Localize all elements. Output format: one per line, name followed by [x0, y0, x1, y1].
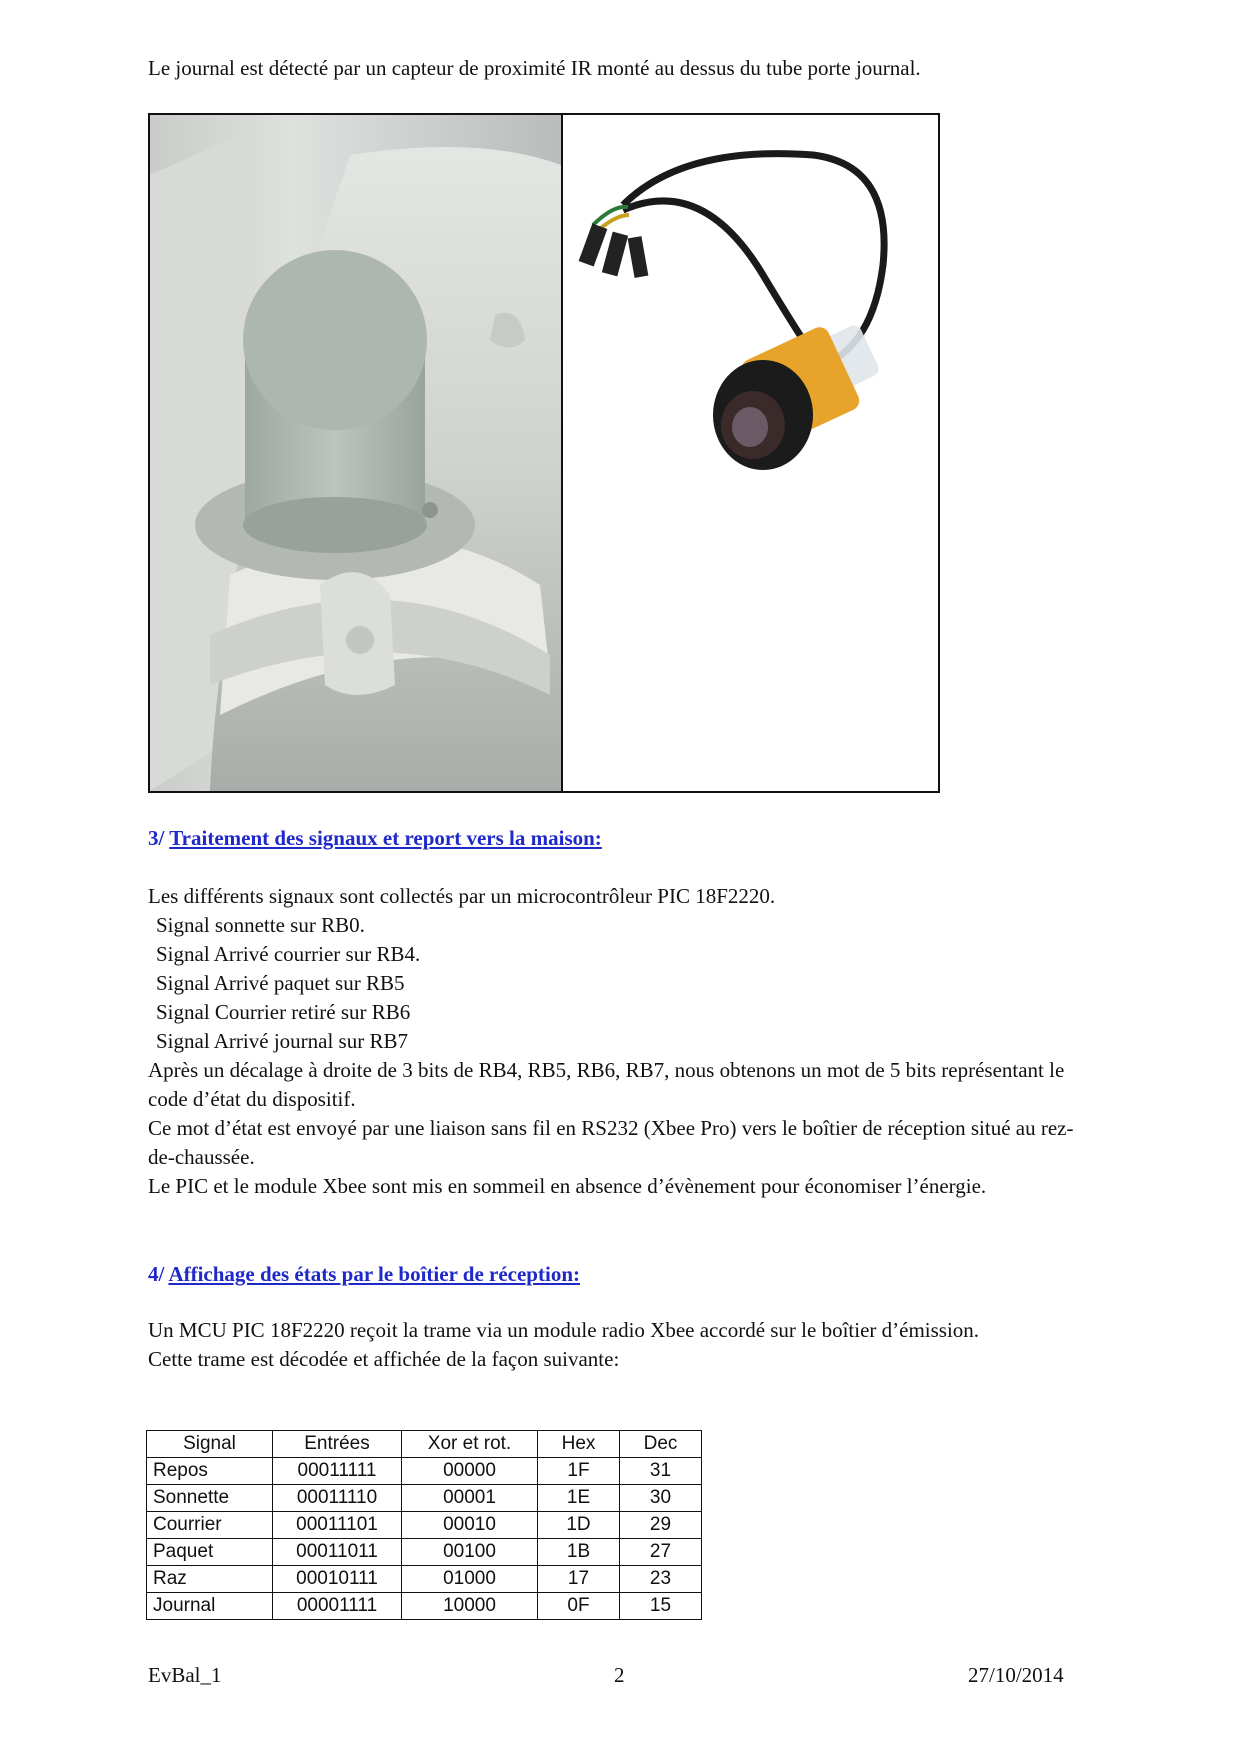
cell-dec: 31 [620, 1458, 702, 1485]
table-row [147, 1566, 702, 1593]
cell-signal: Sonnette [147, 1485, 273, 1512]
section-3-title-link[interactable]: Traitement des signaux et report vers la maison: [169, 826, 602, 850]
cell-entrees: 00011111 [273, 1458, 402, 1485]
section-3-heading [148, 826, 602, 851]
table-row [147, 1485, 702, 1512]
section-4-number: 4/ [148, 1262, 165, 1286]
cell-dec: 15 [620, 1593, 702, 1620]
cell-signal: Courrier [147, 1512, 273, 1539]
body-line: Signal Arrivé paquet sur RB5 [156, 971, 405, 995]
footer-date: 27/10/2014 [968, 1663, 1064, 1687]
cell-signal: Repos [147, 1458, 273, 1485]
cell-entrees: 00011110 [273, 1485, 402, 1512]
header-signal: Signal [147, 1431, 273, 1458]
cell-entrees: 00010111 [273, 1566, 402, 1593]
ir-sensor-photo [563, 115, 938, 791]
cell-dec: 30 [620, 1485, 702, 1512]
footer-document-id: EvBal_1 [148, 1663, 222, 1687]
cell-dec: 29 [620, 1512, 702, 1539]
cell-hex: 0F [538, 1593, 620, 1620]
cell-signal: Raz [147, 1566, 273, 1593]
section-4-heading [148, 1262, 580, 1287]
header-xor: Xor et rot. [402, 1431, 538, 1458]
body-line: Le PIC et le module Xbee sont mis en sommeil en absence d’évènement pour économiser l’énergie. [148, 1174, 987, 1198]
cell-hex: 1B [538, 1539, 620, 1566]
body-line: Cette trame est décodée et affichée de la façon suivante: [148, 1347, 620, 1371]
body-line: Après un décalage à droite de 3 bits de RB4, RB5, RB6, RB7, nous obtenons un mot de 5 bits représentant le code d’état du dispositif. [148, 1058, 1065, 1111]
cell-xor: 10000 [402, 1593, 538, 1620]
body-line: Signal Courrier retiré sur RB6 [156, 1000, 411, 1024]
table-row [147, 1593, 702, 1620]
cell-xor: 00010 [402, 1512, 538, 1539]
section-3-body [148, 882, 1098, 1201]
cell-entrees: 00001111 [273, 1593, 402, 1620]
body-line: Un MCU PIC 18F2220 reçoit la trame via un module radio Xbee accordé sur le boîtier d’émission. [148, 1318, 980, 1342]
state-table [146, 1430, 702, 1620]
cell-dec: 23 [620, 1566, 702, 1593]
cell-hex: 1E [538, 1485, 620, 1512]
newspaper-tube-photo [150, 115, 563, 791]
cell-dec: 27 [620, 1539, 702, 1566]
cell-signal: Journal [147, 1593, 273, 1620]
body-line: Signal Arrivé courrier sur RB4. [156, 942, 421, 966]
table-row [147, 1539, 702, 1566]
cell-entrees: 00011011 [273, 1539, 402, 1566]
section-4-body [148, 1316, 1098, 1374]
cell-signal: Paquet [147, 1539, 273, 1566]
body-line: Ce mot d’état est envoyé par une liaison sans fil en RS232 (Xbee Pro) vers le boîtier de réception situé au rez-de-chaussée. [148, 1116, 1074, 1169]
section-4-title-link[interactable]: Affichage des états par le boîtier de réception: [168, 1262, 580, 1286]
table-row [147, 1458, 702, 1485]
footer-page-number: 2 [614, 1663, 625, 1687]
cell-hex: 17 [538, 1566, 620, 1593]
cell-xor: 00100 [402, 1539, 538, 1566]
table-header-row [147, 1431, 702, 1458]
cell-entrees: 00011101 [273, 1512, 402, 1539]
cell-hex: 1F [538, 1458, 620, 1485]
header-hex: Hex [538, 1431, 620, 1458]
body-line: Signal Arrivé journal sur RB7 [156, 1029, 408, 1053]
intro-text: Le journal est détecté par un capteur de proximité IR monté au dessus du tube porte journal. [148, 56, 921, 80]
photo-table [148, 113, 940, 793]
body-line: Les différents signaux sont collectés par un microcontrôleur PIC 18F2220. [148, 884, 776, 908]
cell-xor: 00001 [402, 1485, 538, 1512]
header-dec: Dec [620, 1431, 702, 1458]
table-row [147, 1512, 702, 1539]
cell-xor: 01000 [402, 1566, 538, 1593]
section-3-number: 3/ [148, 826, 165, 850]
header-entrees: Entrées [273, 1431, 402, 1458]
cell-hex: 1D [538, 1512, 620, 1539]
body-line: Signal sonnette sur RB0. [156, 913, 365, 937]
cell-xor: 00000 [402, 1458, 538, 1485]
